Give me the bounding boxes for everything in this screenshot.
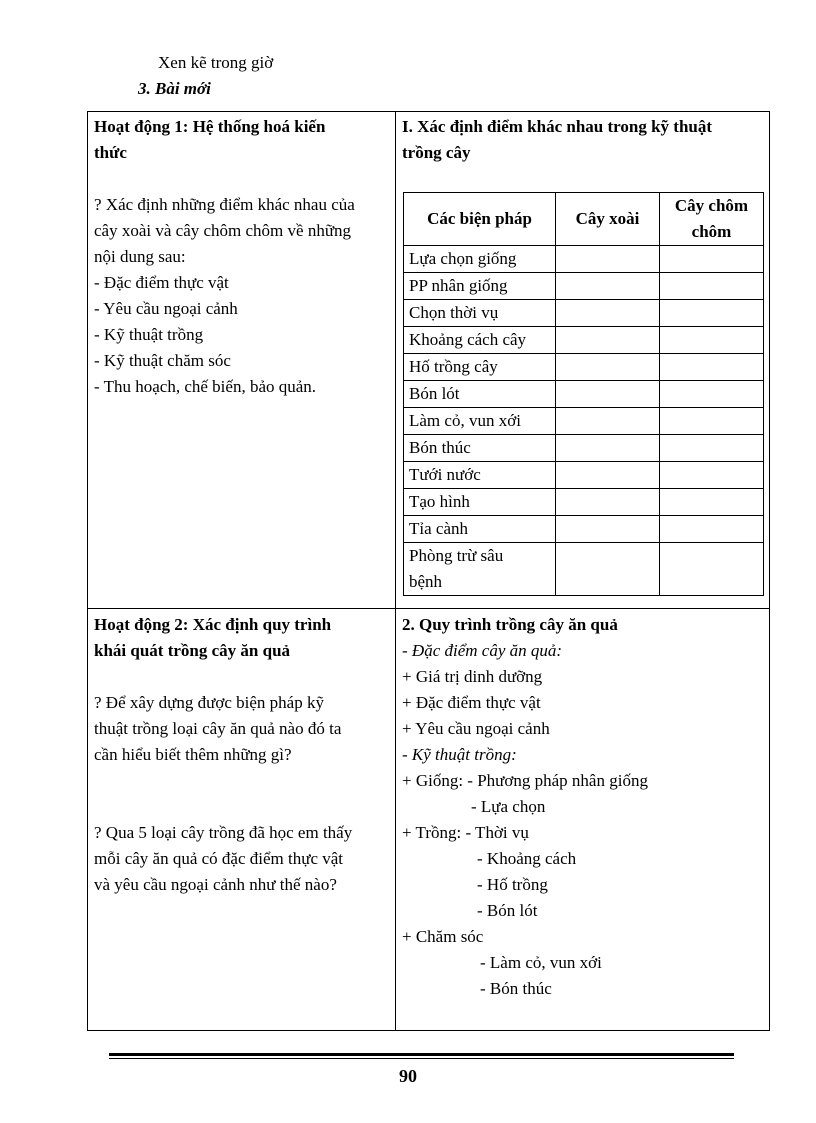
activity-2-question-2: ? Qua 5 loại cây trồng đã học em thấy xyxy=(94,823,353,842)
process-line: + Đặc điểm thực vật xyxy=(402,693,541,712)
activity-2-title-cont: khái quát trồng cây ăn quả xyxy=(94,641,291,660)
activity-1-cell xyxy=(94,114,390,400)
activity-2-question-1: thuật trồng loại cây ăn quả nào đó ta xyxy=(94,719,342,738)
table-row xyxy=(404,543,764,596)
content-1-title: I. Xác định điểm khác nhau trong kỹ thuật xyxy=(402,117,713,136)
table-header-row xyxy=(404,193,764,246)
activity-1-item: - Kỹ thuật chăm sóc xyxy=(94,351,231,370)
activity-1-item: - Kỹ thuật trồng xyxy=(94,325,204,344)
row-divider xyxy=(88,608,769,609)
table-cell: Tạo hình xyxy=(404,489,556,516)
table-cell: Lựa chọn giống xyxy=(404,246,556,273)
table-row xyxy=(404,381,764,408)
table-row xyxy=(404,300,764,327)
lesson-table xyxy=(87,111,770,1031)
table-row xyxy=(404,489,764,516)
process-heading: - Kỹ thuật trồng: xyxy=(402,745,517,764)
content-2-title: 2. Quy trình trồng cây ăn quả xyxy=(402,615,618,634)
table-header: Các biện pháp xyxy=(404,193,556,246)
table-row xyxy=(404,516,764,543)
table-cell: Tưới nước xyxy=(404,462,556,489)
process-line: + Giá trị dinh dưỡng xyxy=(402,667,543,686)
footer-rule xyxy=(109,1058,734,1059)
process-line: - Khoảng cách xyxy=(477,849,577,868)
table-row xyxy=(404,435,764,462)
section-heading: 3. Bài mới xyxy=(138,79,211,98)
content-1-title-cont: trồng cây xyxy=(402,143,471,162)
table-row xyxy=(404,273,764,300)
activity-2-question-1: cần hiểu biết thêm những gì? xyxy=(94,745,292,764)
activity-2-title: Hoạt động 2: Xác định quy trình xyxy=(94,615,332,634)
table-cell: Khoảng cách cây xyxy=(404,327,556,354)
activity-2-cell xyxy=(94,612,390,898)
activity-1-question: nội dung sau: xyxy=(94,247,186,266)
process-line: - Bón thúc xyxy=(480,979,552,998)
process-heading: - Đặc điểm cây ăn quả: xyxy=(402,641,563,660)
table-row xyxy=(404,408,764,435)
activity-2-question-2: và yêu cầu ngoại cảnh như thế nào? xyxy=(94,875,337,894)
table-row xyxy=(404,327,764,354)
table-row xyxy=(404,354,764,381)
table-cell-line: bệnh xyxy=(409,572,443,591)
intro-line-1: Xen kẽ trong giờ xyxy=(158,53,274,72)
activity-2-question-2: mỗi cây ăn quả có đặc điểm thực vật xyxy=(94,849,344,868)
table-header: Cây chôm chôm xyxy=(660,193,764,246)
table-cell: Hố trồng cây xyxy=(404,354,556,381)
activity-1-item: - Đặc điểm thực vật xyxy=(94,273,229,292)
table-row xyxy=(404,462,764,489)
process-line: - Bón lót xyxy=(477,901,538,920)
table-cell: PP nhân giống xyxy=(404,273,556,300)
process-line: - Hố trồng xyxy=(477,875,548,894)
activity-1-question: ? Xác định những điểm khác nhau của xyxy=(94,195,355,214)
table-row xyxy=(404,246,764,273)
column-divider xyxy=(395,112,396,1030)
process-line: + Chăm sóc xyxy=(402,927,484,946)
activity-1-item: - Thu hoạch, chế biến, bảo quản. xyxy=(94,377,317,396)
activity-1-title: Hoạt động 1: Hệ thống hoá kiến xyxy=(94,117,326,136)
table-cell-line: Phòng trừ sâu xyxy=(409,546,504,565)
content-1-cell xyxy=(402,114,764,166)
table-cell: Bón lót xyxy=(404,381,556,408)
table-cell xyxy=(404,543,556,596)
process-line: + Yêu cầu ngoại cảnh xyxy=(402,719,550,738)
activity-1-item: - Yêu cầu ngoại cảnh xyxy=(94,299,238,318)
table-cell: Tỉa cành xyxy=(404,516,556,543)
table-cell: Chọn thời vụ xyxy=(404,300,556,327)
process-line: + Giống: - Phương pháp nhân giống xyxy=(402,771,648,790)
activity-2-question-1: ? Để xây dựng được biện pháp kỹ xyxy=(94,693,324,712)
table-header: Cây xoài xyxy=(556,193,660,246)
footer-rule xyxy=(109,1053,734,1056)
table-cell: Bón thúc xyxy=(404,435,556,462)
activity-1-title-cont: thức xyxy=(94,143,127,162)
process-line: - Lựa chọn xyxy=(471,797,546,816)
process-line: - Làm cỏ, vun xới xyxy=(480,953,602,972)
page-number: 90 xyxy=(399,1066,417,1086)
content-2-cell xyxy=(402,612,764,1002)
comparison-table xyxy=(403,192,764,596)
table-cell: Làm cỏ, vun xới xyxy=(404,408,556,435)
process-line: + Trồng: - Thời vụ xyxy=(402,823,529,842)
activity-1-question: cây xoài và cây chôm chôm về những xyxy=(94,221,352,240)
